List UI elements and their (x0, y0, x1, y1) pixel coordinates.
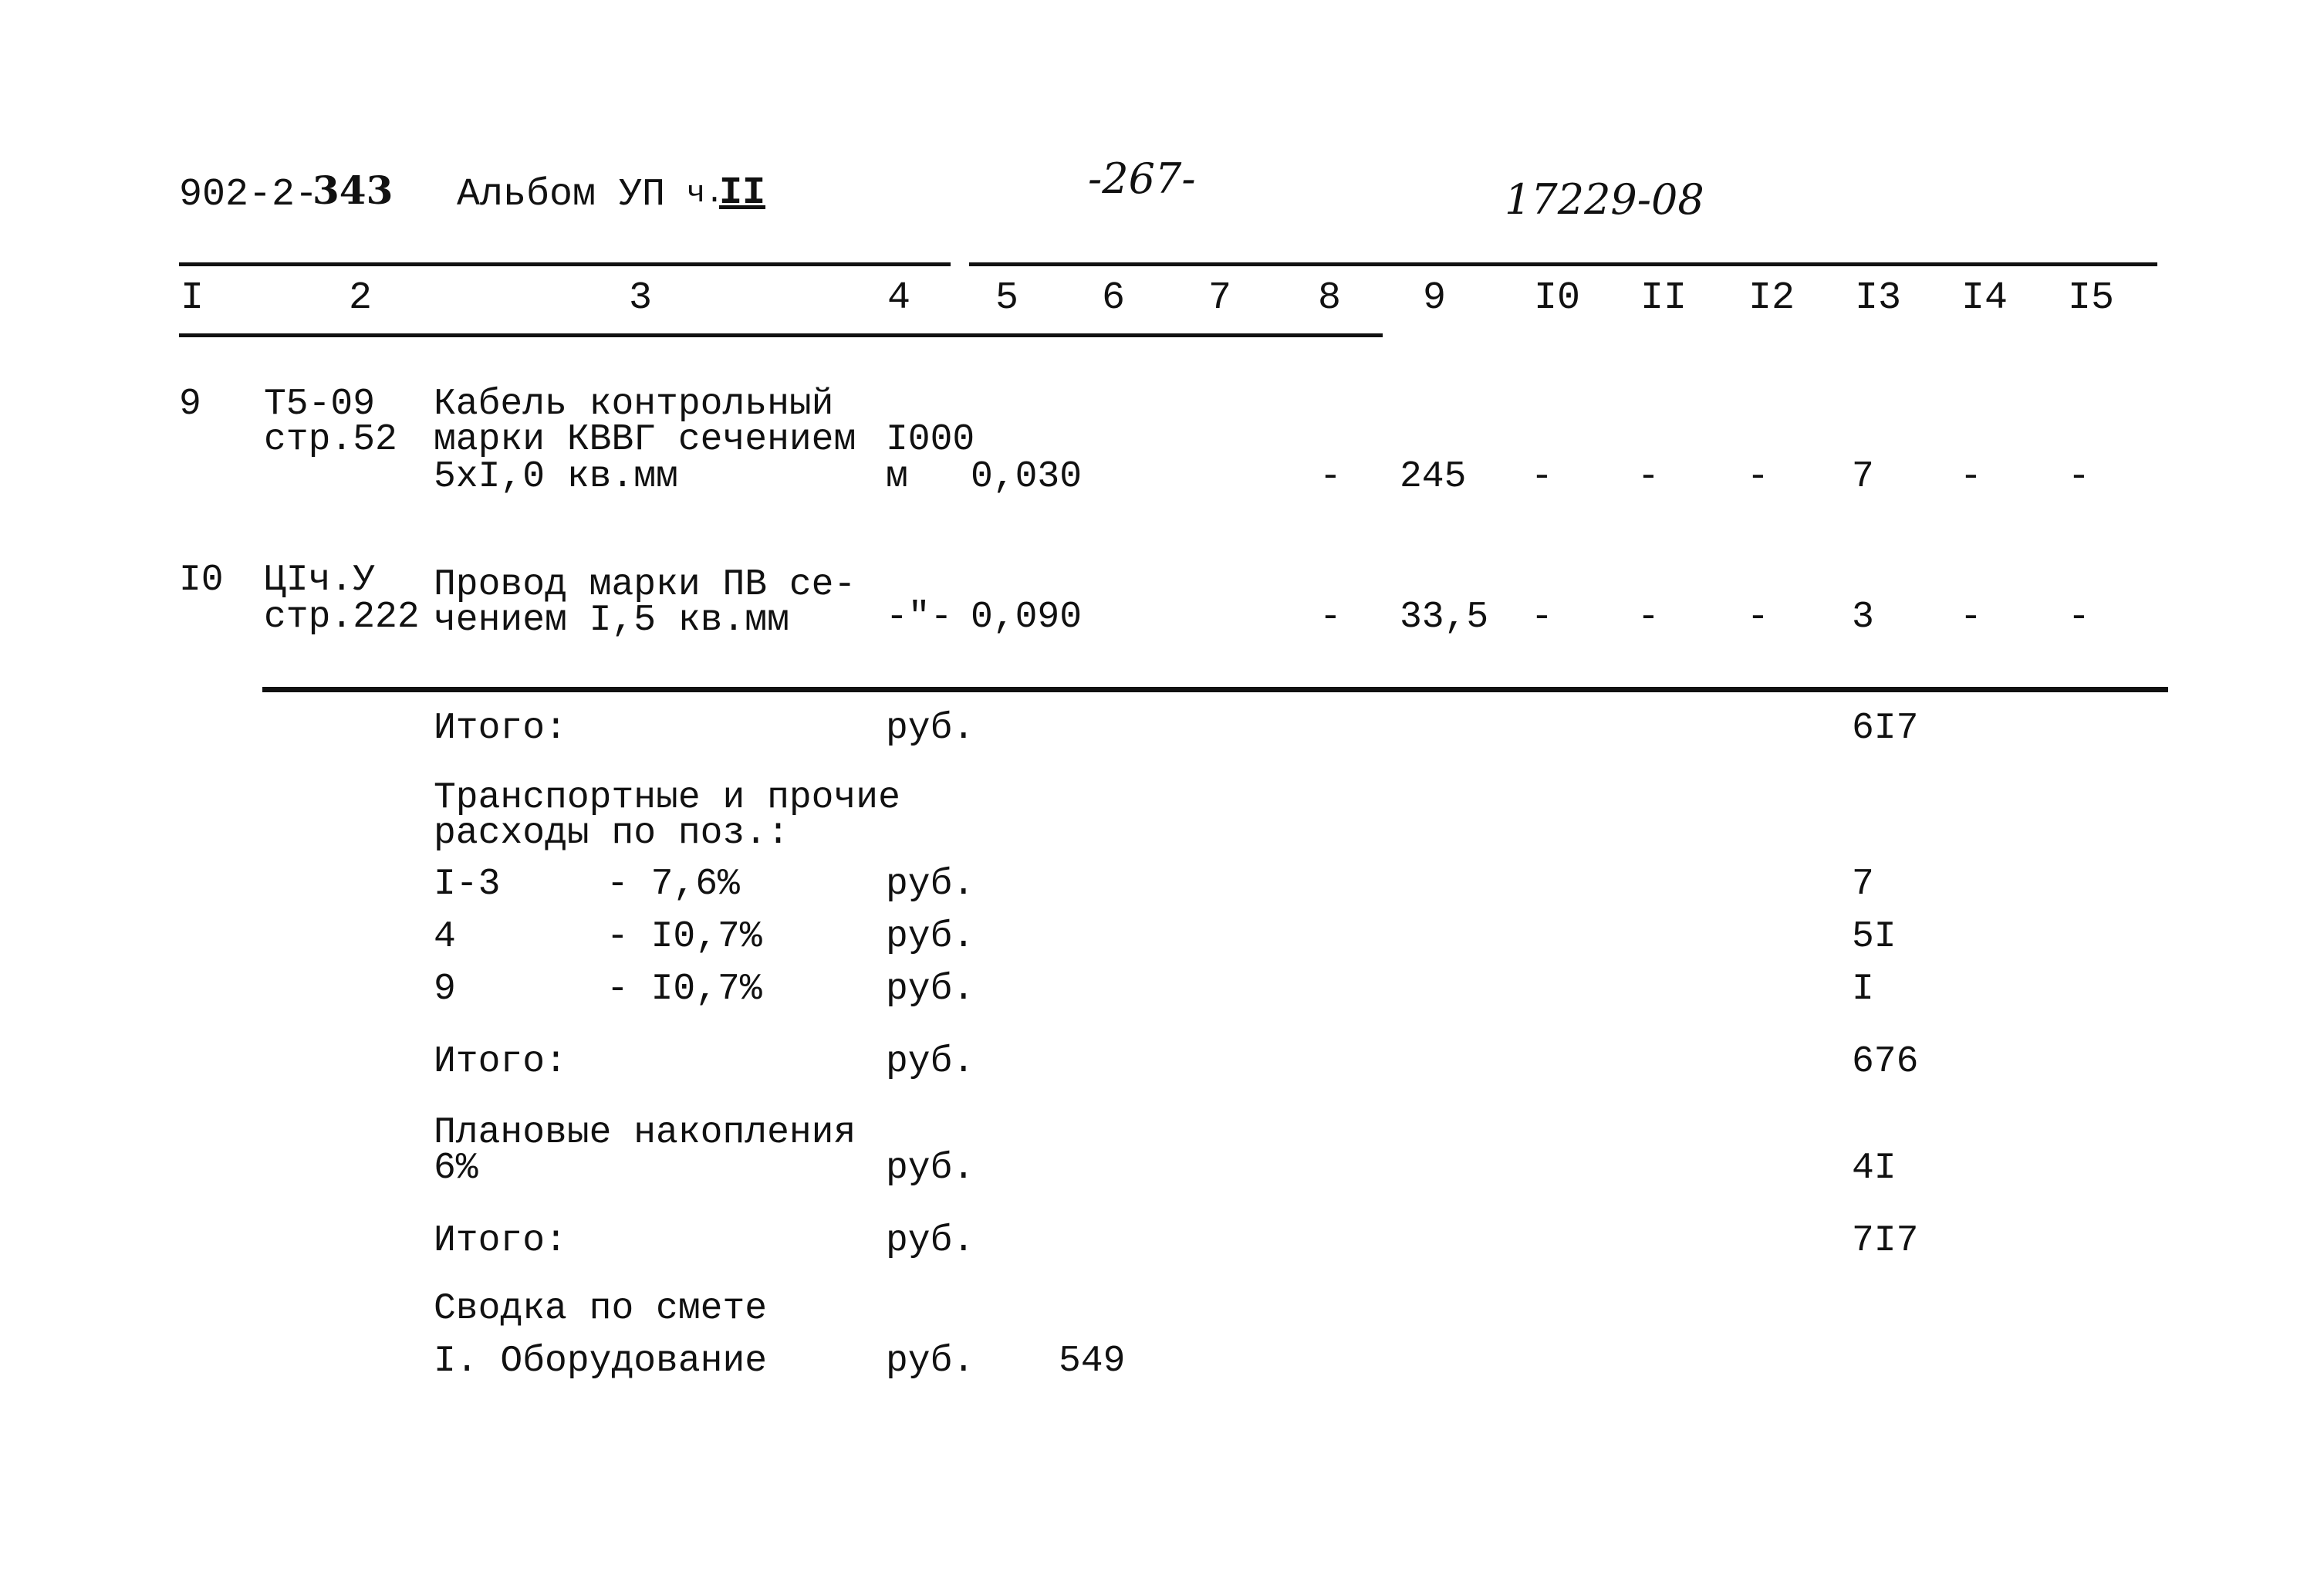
row-col14: - (1960, 597, 1982, 638)
transport-unit: руб. (886, 916, 975, 958)
planned-unit: руб. (886, 1148, 975, 1189)
row-code-line1: ЦIч.У (264, 560, 376, 601)
transport-pct: - I0,7% (606, 969, 762, 1010)
part-number: II (719, 171, 766, 215)
row-desc-line1: Кабель контрольный (434, 384, 834, 425)
header-top-rule-right (969, 262, 2157, 266)
transport-value: 5I (1852, 916, 1897, 958)
col-header-4: 4 (887, 276, 911, 320)
planned-label-line2: 6% (434, 1148, 478, 1189)
row-col12: - (1747, 456, 1769, 498)
row-col5: 0,090 (971, 597, 1083, 638)
transport-value: I (1852, 969, 1874, 1010)
col-header-11: II (1640, 276, 1687, 320)
col-header-15: I5 (2068, 276, 2115, 320)
col-header-14: I4 (1961, 276, 2008, 320)
row-col11: - (1637, 456, 1660, 498)
row-col15: - (2068, 456, 2090, 498)
col-header-1: I (181, 276, 204, 320)
document-number: 17229-08 (1505, 175, 1704, 224)
row-col5: 0,030 (971, 456, 1083, 498)
album-label: Альбом УП (457, 173, 666, 217)
total-label: Итого: (434, 708, 567, 749)
total-label: Итого: (434, 1220, 567, 1262)
total-unit: руб. (886, 708, 975, 749)
planned-label-line1: Плановые накопления (434, 1112, 856, 1154)
row-code-line1: Т5-09 (264, 384, 376, 425)
total-unit: руб. (886, 1041, 975, 1083)
col-header-13: I3 (1855, 276, 1902, 320)
row-unit: м (886, 456, 908, 498)
estimate-title: Сводка по смете (434, 1288, 768, 1330)
row-col13: 3 (1852, 597, 1874, 638)
transport-pos: I-3 (434, 864, 501, 905)
transport-title-line1: Транспортные и прочие (434, 777, 900, 819)
transport-pct: - I0,7% (606, 916, 762, 958)
row-code-line2: стр.222 (264, 597, 420, 638)
transport-unit: руб. (886, 969, 975, 1010)
col-header-3: 3 (629, 276, 653, 320)
transport-value: 7 (1852, 864, 1874, 905)
part-prefix: ч. (687, 177, 725, 211)
row-unit-qty: I000 (886, 419, 975, 461)
planned-value: 4I (1852, 1148, 1897, 1189)
row-col12: - (1747, 597, 1769, 638)
transport-pos: 9 (434, 969, 456, 1010)
row-col11: - (1637, 597, 1660, 638)
row-desc-line1: Провод марки ПВ се- (434, 564, 856, 606)
row-col9: 33,5 (1400, 597, 1489, 638)
project-code-hand: 343 (312, 167, 394, 213)
transport-pct: - 7,6% (606, 864, 740, 905)
transport-unit: руб. (886, 864, 975, 905)
total-value: 6I7 (1852, 708, 1919, 749)
total-value: 7I7 (1852, 1220, 1919, 1262)
transport-pos: 4 (434, 916, 456, 958)
row-number: I0 (179, 560, 224, 601)
col-header-9: 9 (1423, 276, 1447, 320)
col-header-6: 6 (1102, 276, 1126, 320)
header-bottom-rule (179, 333, 1383, 337)
row-col8: - (1319, 456, 1342, 498)
col-header-12: I2 (1748, 276, 1795, 320)
equipment-label: I. Оборудование (434, 1341, 768, 1382)
row-col15: - (2068, 597, 2090, 638)
row-desc-line3: 5хI,0 кв.мм (434, 456, 678, 498)
row-col9: 245 (1400, 456, 1467, 498)
transport-title-line2: расходы по поз.: (434, 813, 789, 854)
total-value: 676 (1852, 1041, 1919, 1083)
col-header-8: 8 (1318, 276, 1342, 320)
row-col10: - (1531, 456, 1553, 498)
equipment-value: 549 (1059, 1341, 1126, 1382)
row-code-line2: стр.52 (264, 419, 397, 461)
col-header-2: 2 (349, 276, 373, 320)
equipment-unit: руб. (886, 1341, 975, 1382)
page-number: -267- (1088, 154, 1196, 203)
row-col10: - (1531, 597, 1553, 638)
total-label: Итого: (434, 1041, 567, 1083)
total-unit: руб. (886, 1220, 975, 1262)
summary-separator (262, 687, 2168, 692)
row-desc-line2: марки КВВГ сечением (434, 419, 856, 461)
row-unit: -"- (886, 597, 953, 638)
row-col13: 7 (1852, 456, 1874, 498)
col-header-10: I0 (1534, 276, 1581, 320)
row-col14: - (1960, 456, 1982, 498)
project-code: 902-2- (179, 173, 319, 217)
row-desc-line2: чением I,5 кв.мм (434, 600, 789, 641)
header-top-rule-left (179, 262, 951, 266)
col-header-5: 5 (995, 276, 1019, 320)
row-number: 9 (179, 384, 201, 425)
col-header-7: 7 (1208, 276, 1232, 320)
row-col8: - (1319, 597, 1342, 638)
